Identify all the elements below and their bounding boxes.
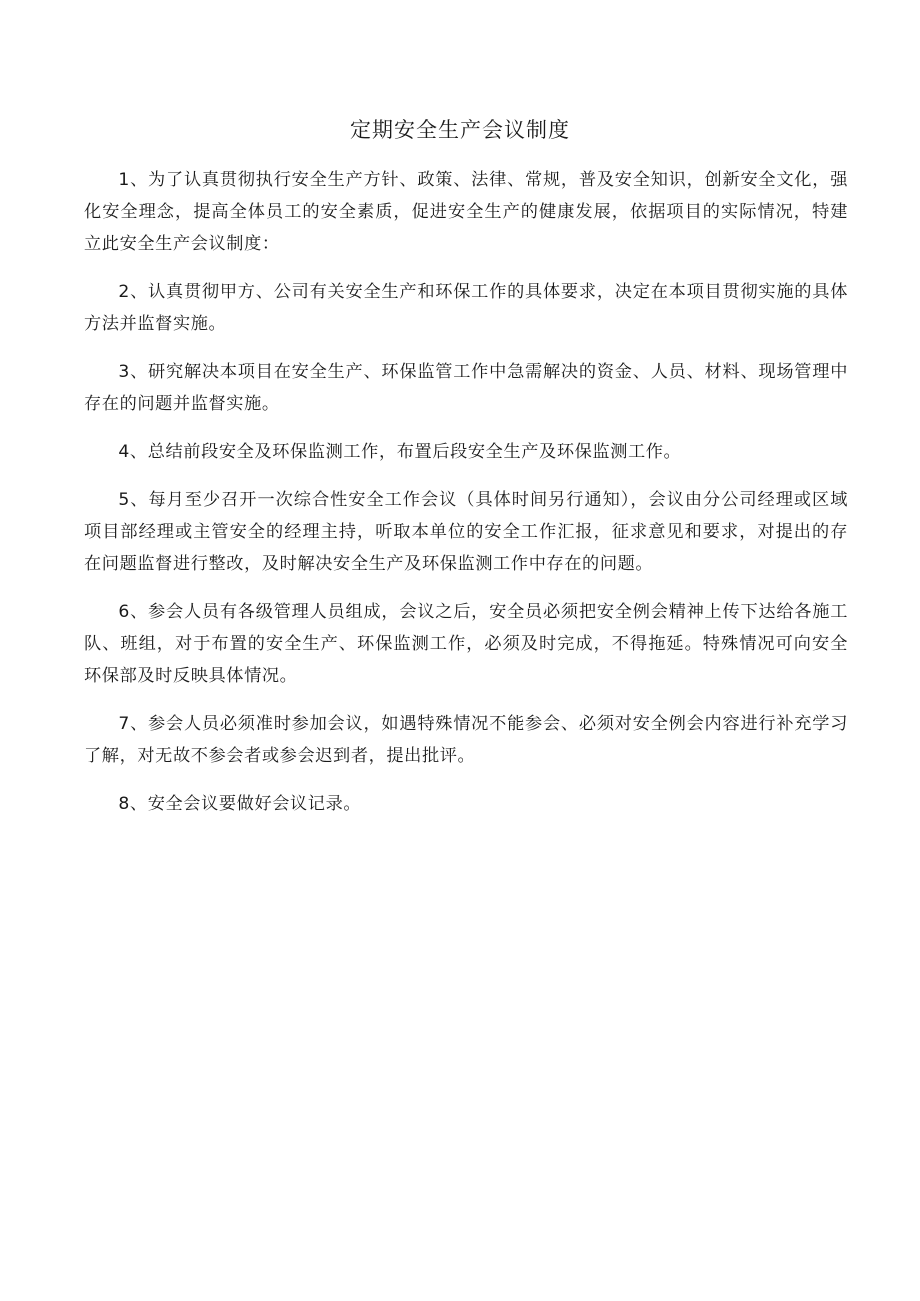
paragraph-7: 7、参会人员必须准时参加会议，如遇特殊情况不能参会、必须对安全例会内容进行补充学习了解，对无故不参会者或参会迟到者，提出批评。 — [84, 714, 848, 766]
paragraph-1: 1、为了认真贯彻执行安全生产方针、政策、法律、常规，普及安全知识，创新安全文化，强化安全理念，提高全体员工的安全素质，促进安全生产的健康发展，依据项目的实际情况，特建立此安全生产会议制度： — [84, 170, 848, 254]
document-body — [84, 164, 848, 836]
paragraph-8: 8、安全会议要做好会议记录。 — [118, 794, 362, 814]
paragraph-3: 3、研究解决本项目在安全生产、环保监管工作中急需解决的资金、人员、材料、现场管理中存在的问题并监督实施。 — [84, 362, 848, 414]
paragraph-5: 5、每月至少召开一次综合性安全工作会议（具体时间另行通知），会议由分公司经理或区域项目部经理或主管安全的经理主持，听取本单位的安全工作汇报，征求意见和要求，对提出的存在问题监督进行整改，及时解决安全生产及环保监测工作中存在的问题。 — [84, 490, 848, 574]
paragraph-4: 4、总结前段安全及环保监测工作，布置后段安全生产及环保监测工作。 — [118, 442, 682, 462]
paragraph-6: 6、参会人员有各级管理人员组成，会议之后，安全员必须把安全例会精神上传下达给各施工队、班组，对于布置的安全生产、环保监测工作，必须及时完成，不得拖延。特殊情况可向安全环保部及时反映具体情况。 — [84, 602, 848, 686]
paragraph-2: 2、认真贯彻甲方、公司有关安全生产和环保工作的具体要求，决定在本项目贯彻实施的具体方法并监督实施。 — [84, 282, 848, 334]
document-title: 定期安全生产会议制度 — [350, 118, 570, 142]
